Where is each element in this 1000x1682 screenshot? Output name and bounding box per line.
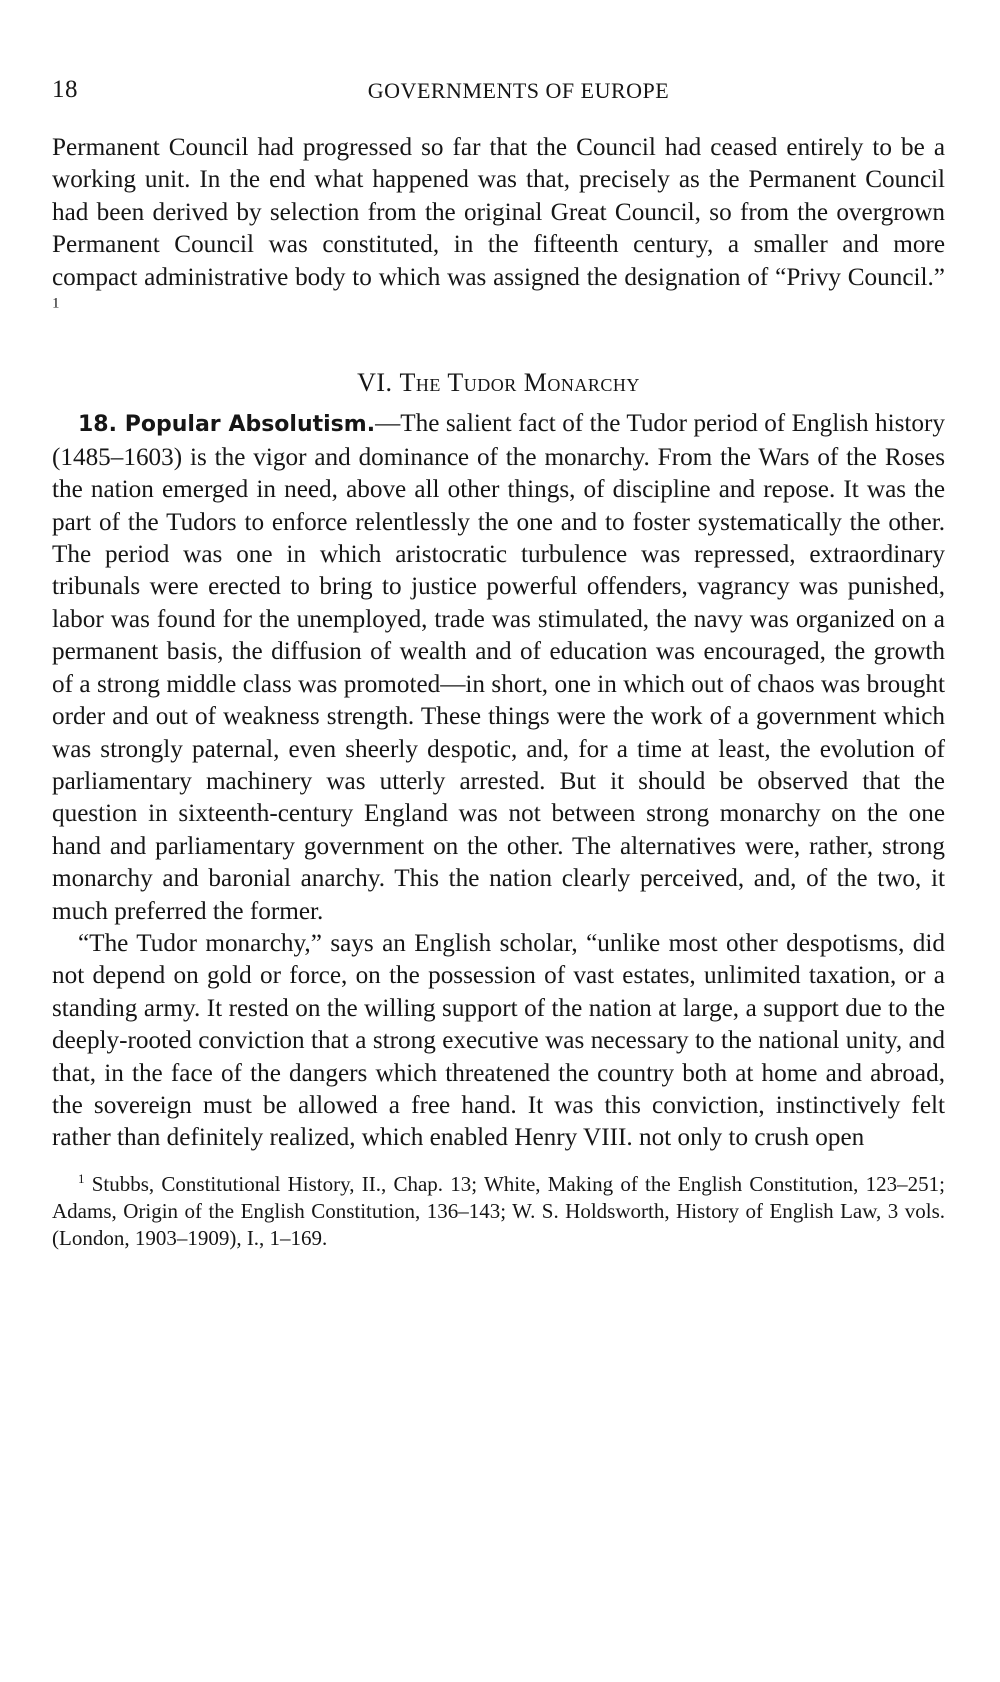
book-page: [52, 70, 945, 1252]
continuation-paragraph: [52, 132, 945, 326]
paragraph-18: [52, 408, 945, 928]
footnote-text: Stubbs, Constitutional History, II., Chap. 13; White, Making of the English Constitution, 123–251; Adams, Origin of the English Constitution, 136–143; W. S. Holdsworth, History of English Law, 3 vols. (London, 1903–1909), I., 1–169.: [52, 1171, 945, 1250]
footnote: [52, 1171, 945, 1252]
quote-paragraph-text: “The Tudor monarchy,” says an English scholar, “unlike most other despotisms, did not depend on gold or force, on the possession of vast estates, unlimited taxation, or a standing army. It rested on the willing support of the nation at large, a support due to the deeply-rooted conviction that a strong executive was necessary to the national unity, and that, in the face of the dangers which threatened the country both at home and abroad, the sovereign must be allowed a free hand. It was this conviction, instinctively felt rather than definitely realized, which enabled Henry VIII. not only to crush open: [52, 929, 945, 1152]
running-title: [52, 78, 945, 104]
paragraph-heading: 18. Popular Absolutism.: [78, 412, 376, 438]
continuation-text: Permanent Council had progressed so far that the Council had ceased entirely to be a working unit. In the end what happened was that, precisely as the Permanent Council had been derived by selection from the original Great Council, so from the overgrown Permanent Council was constituted, in the fifteenth century, a smaller and more compact administrative body to which was assigned the designation of “Privy Council.”: [52, 134, 945, 291]
page-number: 18: [52, 76, 78, 103]
section-title: The Tudor Monarchy: [399, 368, 640, 398]
book-title: GOVERNMENTS OF EUROPE: [367, 78, 670, 103]
quote-paragraph: [52, 928, 945, 1155]
section-heading: [52, 368, 945, 398]
section-number: VI.: [357, 368, 393, 398]
footnotes: [52, 1171, 945, 1252]
footnote-marker: 1: [78, 1170, 85, 1186]
paragraph-18-text: —The salient fact of the Tudor period of English history (1485–1603) is the vigor and dominance of the monarchy. From the Wars of the Roses the nation emerged in need, above all other things, of discipline and repose. It was the part of the Tudors to enforce relentlessly the one and to foster systematically the other. The period was one in which aristocratic turbulence was repressed, extraordinary tribunals were erected to bring to justice powerful offenders, vagrancy was punished, labor was found for the unemployed, trade was stimulated, the navy was organized on a permanent basis, the diffusion of wealth and of education was encouraged, the growth of a strong middle class was promoted—in short, one in which out of chaos was brought order and out of weakness strength. These things were the work of a government which was strongly paternal, even sheerly despotic, and, for a time at least, the evolution of parliamentary machinery was utterly arrested. But it should be observed that the question in sixteenth-century England was not between strong monarchy on the one hand and parliamentary government on the other. The alternatives were, rather, strong monarchy and baronial anarchy. This the nation clearly perceived, and, of the two, it much preferred the former.: [52, 410, 945, 925]
footnote-reference[interactable]: 1: [52, 295, 60, 312]
running-head: [52, 70, 945, 114]
